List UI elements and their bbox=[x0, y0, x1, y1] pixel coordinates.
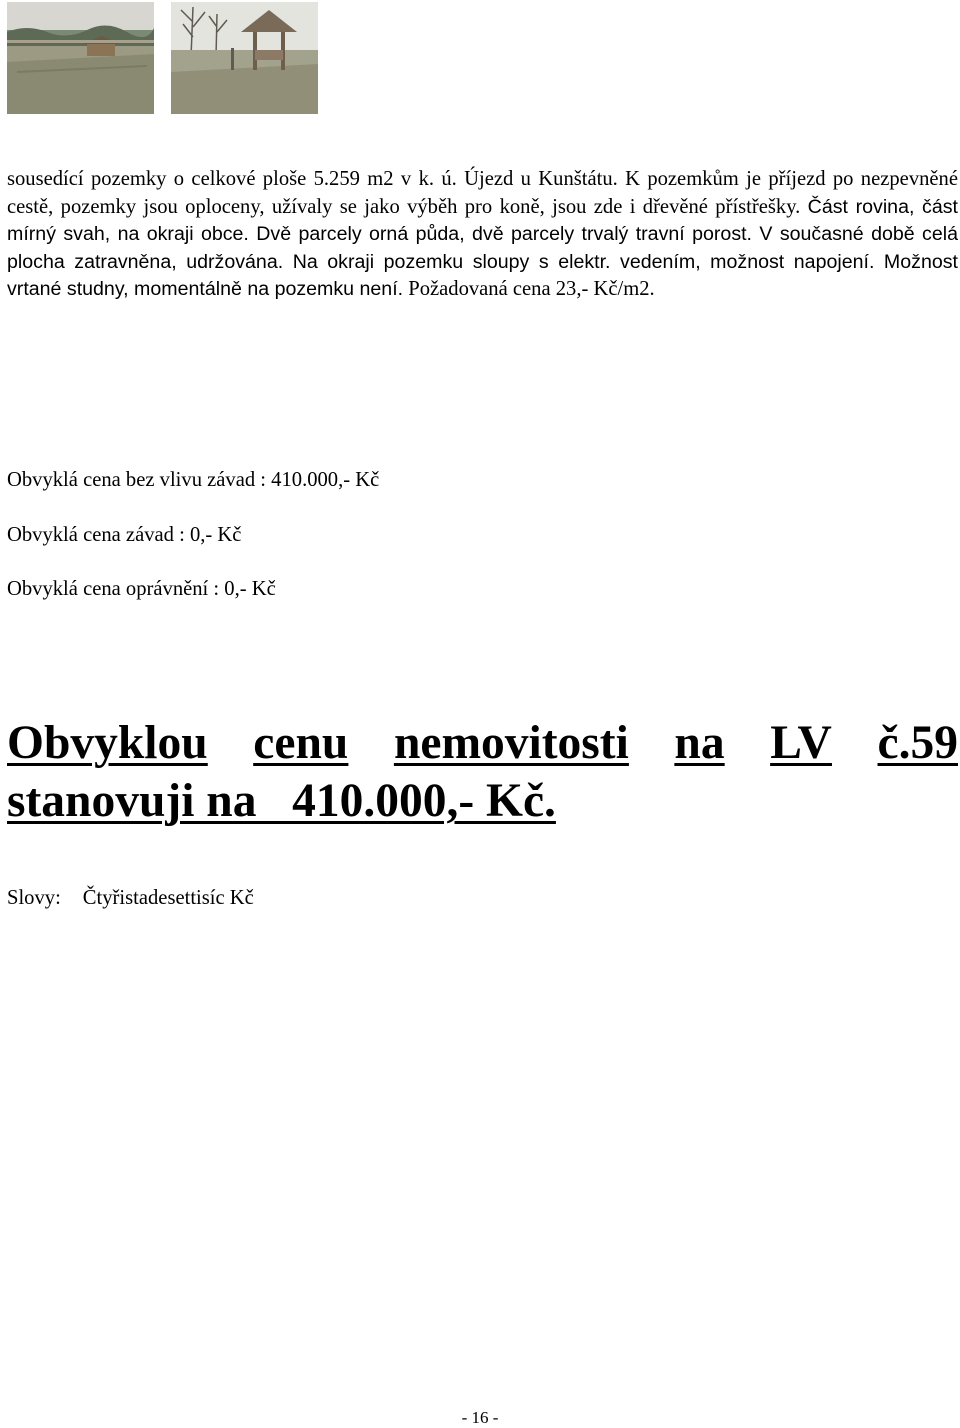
words-value: Čtyřistadesettisíc Kč bbox=[82, 887, 254, 909]
price-encumbrances: Obvyklá cena závad : 0,- Kč bbox=[7, 524, 242, 546]
price-without-encumbrances: Obvyklá cena bez vlivu závad : 410.000,- Kč bbox=[7, 469, 380, 491]
property-description bbox=[7, 166, 958, 304]
conclusion-word: nemovitosti bbox=[393, 717, 629, 769]
field-photo-left bbox=[7, 2, 154, 114]
field-photo-right bbox=[171, 2, 318, 114]
field-photo-left-image bbox=[7, 2, 154, 114]
valuation-conclusion bbox=[7, 714, 958, 830]
conclusion-word: č.59 bbox=[877, 717, 958, 769]
words-label: Slovy: bbox=[7, 887, 61, 909]
description-part-1: sousedící pozemky o celkové ploše 5.259 m2 v k. ú. Újezd u Kunštátu. K pozemkům je příjezd po nezpevněné cestě, pozemky jsou oploceny, užívaly se jako výběh pro koně, jsou zde i dřevěné přístřešky. bbox=[7, 168, 958, 218]
conclusion-word: cenu bbox=[253, 717, 349, 769]
conclusion-line-1 bbox=[7, 714, 958, 772]
price-rights: Obvyklá cena oprávnění : 0,- Kč bbox=[7, 578, 276, 600]
description-part-3: Požadovaná cena 23,- Kč/m2. bbox=[403, 278, 655, 300]
conclusion-line-2: stanovuji na 410.000,- Kč. bbox=[7, 775, 556, 827]
description-part-2: Část rovina, část mírný svah, na okraji obce. Dvě parcely orná půda, dvě parcely trvalý travní porost. V současné době celá plocha zatravněna, udržována. Na okraji pozemku sloupy s elektr. vedením, možnost napojení. Možnost vrtané studny, momentálně na pozemku není. bbox=[7, 195, 958, 300]
field-photo-right-image bbox=[171, 2, 318, 114]
conclusion-word: na bbox=[674, 717, 725, 769]
conclusion-word: LV bbox=[770, 717, 832, 769]
conclusion-word: Obvyklou bbox=[7, 717, 208, 769]
amount-in-words bbox=[7, 885, 254, 911]
page-number: - 16 - bbox=[461, 1408, 499, 1427]
